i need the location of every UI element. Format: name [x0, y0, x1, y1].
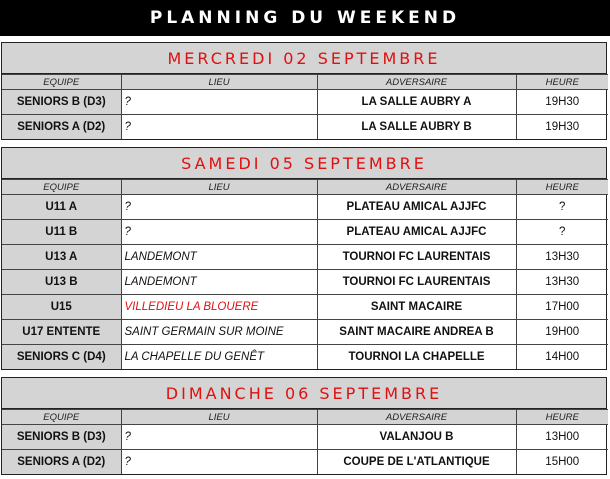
- table-row: [2, 90, 608, 115]
- cell-adversaire: PLATEAU AMICAL AJJFC: [317, 195, 516, 220]
- column-header-equipe: EQUIPE: [2, 75, 121, 90]
- table-row: [2, 270, 608, 295]
- column-header-equipe: EQUIPE: [2, 410, 121, 425]
- cell-adversaire: PLATEAU AMICAL AJJFC: [317, 220, 516, 245]
- column-header-adversaire: ADVERSAIRE: [317, 410, 516, 425]
- cell-adversaire: TOURNOI FC LAURENTAIS: [317, 270, 516, 295]
- column-header-heure: HEURE: [516, 410, 608, 425]
- cell-heure: ?: [516, 220, 608, 245]
- cell-lieu: LA CHAPELLE DU GENÊT: [121, 345, 317, 370]
- cell-equipe: SENIORS A (D2): [2, 450, 121, 475]
- cell-adversaire: TOURNOI LA CHAPELLE: [317, 345, 516, 370]
- cell-lieu: ?: [121, 90, 317, 115]
- cell-lieu: ?: [121, 220, 317, 245]
- cell-adversaire: LA SALLE AUBRY B: [317, 115, 516, 140]
- cell-adversaire: SAINT MACAIRE ANDREA B: [317, 320, 516, 345]
- cell-heure: 13H30: [516, 245, 608, 270]
- column-header-heure: HEURE: [516, 75, 608, 90]
- cell-heure: ?: [516, 195, 608, 220]
- column-header-lieu: LIEU: [121, 75, 317, 90]
- cell-adversaire: TOURNOI FC LAURENTAIS: [317, 245, 516, 270]
- table-row: [2, 345, 608, 370]
- table-row: [2, 425, 608, 450]
- cell-heure: 17H00: [516, 295, 608, 320]
- cell-heure: 19H00: [516, 320, 608, 345]
- cell-lieu: SAINT GERMAIN SUR MOINE: [121, 320, 317, 345]
- cell-adversaire: LA SALLE AUBRY A: [317, 90, 516, 115]
- cell-lieu: LANDEMONT: [121, 270, 317, 295]
- table-row: [2, 295, 608, 320]
- table-row: [2, 320, 608, 345]
- cell-lieu: VILLEDIEU LA BLOUERE: [121, 295, 317, 320]
- day-block-dimanche: [1, 377, 607, 475]
- cell-equipe: U13 B: [2, 270, 121, 295]
- day-header: MERCREDI 02 SEPTEMBRE: [2, 43, 606, 74]
- column-header-heure: HEURE: [516, 180, 608, 195]
- cell-equipe: SENIORS A (D2): [2, 115, 121, 140]
- table-header-row: [2, 75, 608, 90]
- cell-equipe: U11 A: [2, 195, 121, 220]
- cell-adversaire: VALANJOU B: [317, 425, 516, 450]
- schedule-table: [2, 74, 608, 139]
- cell-equipe: U13 A: [2, 245, 121, 270]
- cell-equipe: SENIORS C (D4): [2, 345, 121, 370]
- column-header-lieu: LIEU: [121, 410, 317, 425]
- cell-equipe: U15: [2, 295, 121, 320]
- table-row: [2, 220, 608, 245]
- day-header: SAMEDI 05 SEPTEMBRE: [2, 148, 606, 179]
- page-title: PLANNING DU WEEKEND: [0, 0, 610, 36]
- day-block-mercredi: [1, 42, 607, 140]
- table-row: [2, 195, 608, 220]
- cell-heure: 13H00: [516, 425, 608, 450]
- cell-adversaire: SAINT MACAIRE: [317, 295, 516, 320]
- cell-lieu: LANDEMONT: [121, 245, 317, 270]
- cell-lieu: ?: [121, 450, 317, 475]
- schedule-table: [2, 409, 608, 474]
- table-row: [2, 450, 608, 475]
- cell-equipe: U17 ENTENTE: [2, 320, 121, 345]
- day-block-samedi: [1, 147, 607, 370]
- column-header-lieu: LIEU: [121, 180, 317, 195]
- table-header-row: [2, 410, 608, 425]
- cell-adversaire: COUPE DE L'ATLANTIQUE: [317, 450, 516, 475]
- cell-lieu: ?: [121, 195, 317, 220]
- cell-equipe: U11 B: [2, 220, 121, 245]
- column-header-equipe: EQUIPE: [2, 180, 121, 195]
- cell-lieu: ?: [121, 425, 317, 450]
- cell-heure: 14H00: [516, 345, 608, 370]
- column-header-adversaire: ADVERSAIRE: [317, 180, 516, 195]
- cell-heure: 19H30: [516, 115, 608, 140]
- table-header-row: [2, 180, 608, 195]
- table-row: [2, 115, 608, 140]
- cell-heure: 13H30: [516, 270, 608, 295]
- column-header-adversaire: ADVERSAIRE: [317, 75, 516, 90]
- cell-equipe: SENIORS B (D3): [2, 90, 121, 115]
- cell-lieu: ?: [121, 115, 317, 140]
- cell-equipe: SENIORS B (D3): [2, 425, 121, 450]
- cell-heure: 15H00: [516, 450, 608, 475]
- day-header: DIMANCHE 06 SEPTEMBRE: [2, 378, 606, 409]
- schedule-table: [2, 179, 608, 369]
- table-row: [2, 245, 608, 270]
- cell-heure: 19H30: [516, 90, 608, 115]
